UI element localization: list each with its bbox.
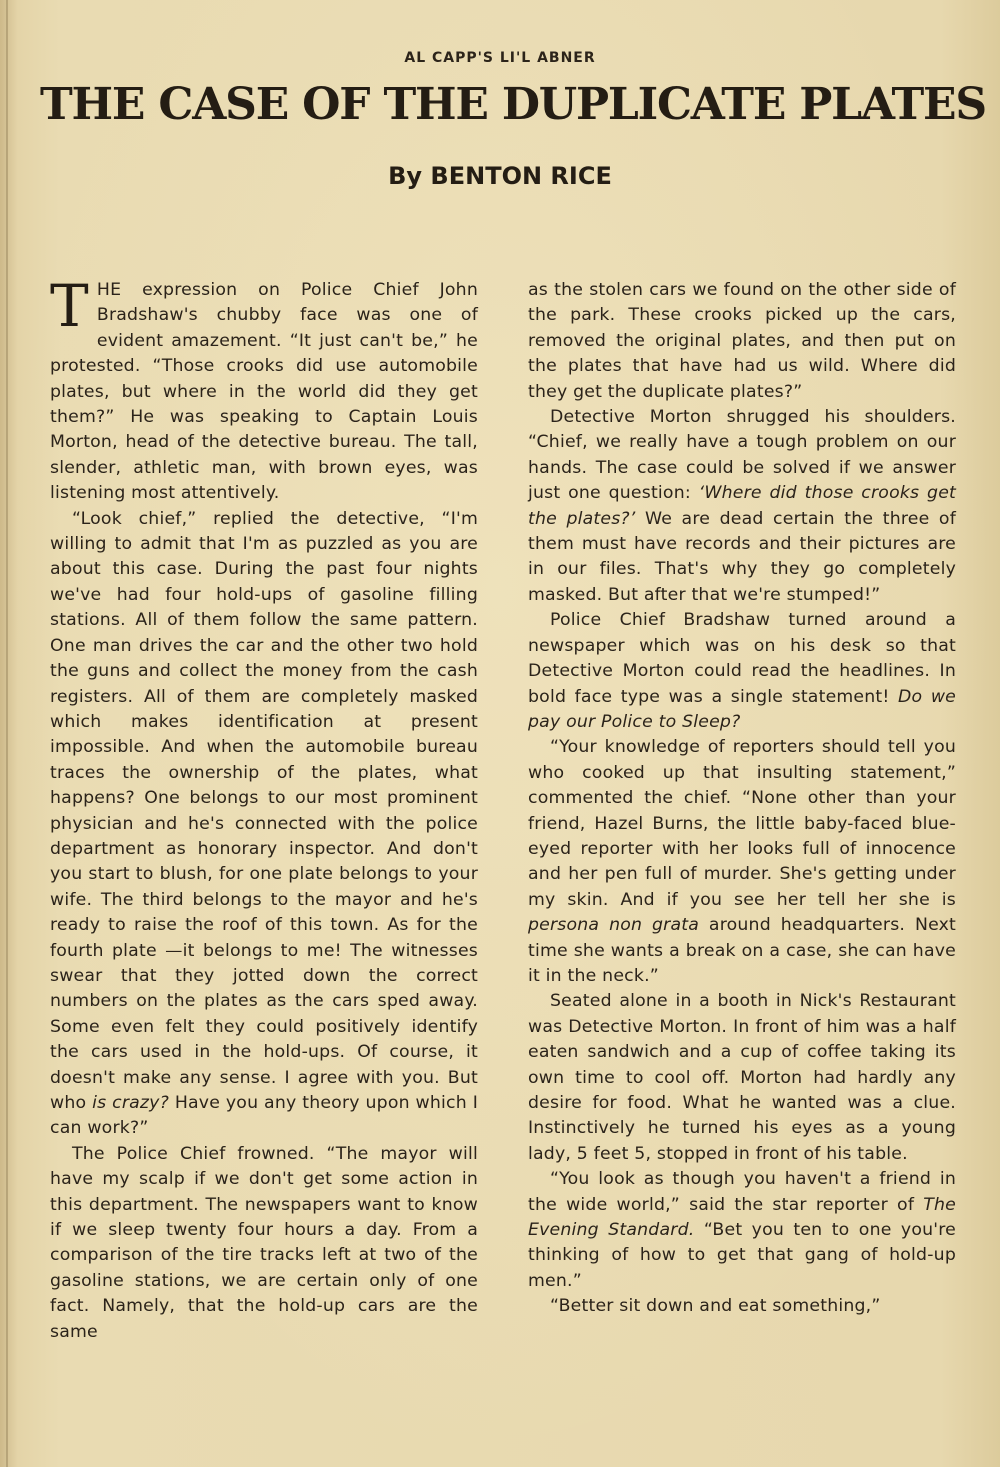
paragraph-text: as the stolen cars we found on the other side of the park. These crooks picked up the cars, removed the original plates, and then put on the plates that have had us wild. Where did they get the duplicate plates?” [528,280,956,402]
italic-text: ‘Where did those crooks get the plates?’ [528,483,956,529]
paragraph-text: Have you any theory upon which I can work?” [50,1093,479,1139]
paragraph [50,1142,478,1345]
paragraph-text: Seated alone in a booth in Nick's Restaurant was Detective Morton. In front of him was a half eaten sandwich and a cup of coffee taking its own time to cool off. Morton had hardly any desire for food. What he wanted was a clue. Instinctively he turned his eyes as a young lady, 5 feet 5, stopped in front of his table. [528,991,956,1164]
paragraph-text: We are dead certain the three of them must have records and their pictures are in our files. That's why they go completely masked. But after that we're stumped!” [528,508,956,605]
paragraph [528,278,956,405]
italic-text: persona non grata [528,915,700,936]
paragraph-text: “Your knowledge of reporters should tell you who cooked up that insulting statement,” commented the chief. “None other than your friend, Hazel Burns, the little baby-faced blue-eyed reporter with her looks full of innocence and her pen full of murder. She's getting under my skin. And if you see her tell her she is [528,737,956,910]
paragraph [50,507,478,1142]
paragraph-text: “Better sit down and eat something,” [550,1296,881,1317]
story-title: THE CASE OF THE DUPLICATE PLATES [40,79,986,130]
paragraph [528,735,956,989]
paragraph-text: around headquarters. Next time she wants a break on a case, she can have it in the neck.” [528,915,956,986]
italic-text: Do we pay our Police to Sleep? [528,686,956,732]
paragraph-text: Detective Morton shrugged his shoulders. “Chief, we really have a tough problem on our hands. The case could be solved if we answer just one question: [528,407,956,504]
left-column [50,272,479,1345]
paragraph [528,989,956,1167]
binding-edge [6,0,8,1467]
series-header: AL CAPP'S LI'L ABNER [404,50,596,66]
right-column [528,278,956,1320]
paragraph [50,272,478,507]
paragraph [528,608,956,735]
paragraph-text: “You look as though you haven't a friend in the wide world,” said the star reporter of [528,1169,956,1215]
paragraph [528,1167,956,1294]
italic-text: is crazy? [92,1093,169,1113]
paragraph-text: HE expression on Police Chief John Bradshaw's chubby face was one of evident amazement. “It just can't be,” he protested. “Those crooks did use automobile plates, but where in the world did they get them?” He was speaking to Captain Louis Morton, head of the detective bureau. The tall, slender, athletic man, with brown eyes, was listening most attentively. [50,280,478,504]
paragraph-text: Police Chief Bradshaw turned around a newspaper which was on his desk so that Detective Morton could read the headlines. In bold face type was a single statement! [528,610,956,707]
italic-text: The Evening Standard. [528,1194,956,1241]
paragraph [528,405,956,608]
byline: By BENTON RICE [388,162,612,190]
paragraph-text: The Police Chief frowned. “The mayor will have my scalp if we don't get some action in this department. The newspapers want to know if we sleep twenty four hours a day. From a comparison of the tire tracks left at two of the gasoline stations, we are certain only of one fact. Namely, that the hold-up cars are the same [50,1143,478,1342]
drop-cap: T [50,272,89,340]
paragraph-text: “Bet you ten to one you're thinking of how to get that gang of hold-up men.” [528,1220,956,1291]
paragraph [528,1294,956,1319]
paragraph-text: “Look chief,” replied the detective, “I'm willing to admit that I'm as puzzled as you are about this case. During the past four nights we've had four hold-ups of gasoline filling stations. All of them follow the same pattern. One man drives the car and the other two hold the guns and collect the money from the cash registers. All of them are completely masked which makes identification at present impossible. And when the automobile bureau traces the ownership of the plates, what happens? One belongs to our most prominent physician and he's connected with the police department as honorary inspector. And don't you start to blush, for one plate belongs to your wife. The third belongs to the mayor and he's ready to raise the roof of this town. As for the fourth plate —it belongs to me! The witnesses swear that they jotted down the correct numbers on the plates as the cars sped away. Some even felt they could positively identify the cars used in the hold-ups. Of course, it doesn't make any sense. I agree with you. But who [50,508,478,1113]
